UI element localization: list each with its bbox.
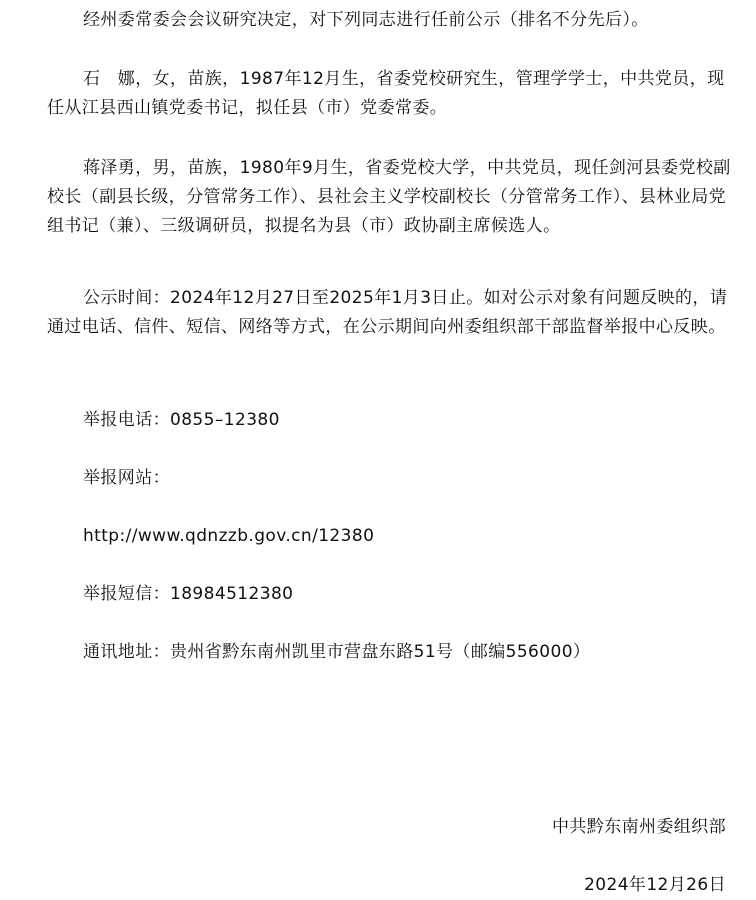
issuing-organization: 中共黔东南州委组织部 xyxy=(552,817,726,837)
report-website-label: 举报网站： xyxy=(83,468,170,488)
mailing-address: 通讯地址：贵州省黔东南州凯里市营盘东路51号（邮编556000） xyxy=(83,642,591,662)
candidate-1-paragraph: 石 娜，女，苗族，1987年12月生，省委党校研究生，管理学学士，中共党员，现任从江县西山镇党委书记，拟任县（市）党委常委。 xyxy=(47,69,725,118)
publicity-period-paragraph: 公示时间：2024年12月27日至2025年1月3日止。如对公示对象有问题反映的，请通过电话、信件、短信、网络等方式，在公示期间向州委组织部干部监督举报中心反映。 xyxy=(47,288,728,337)
candidate-2-paragraph: 蒋泽勇，男，苗族，1980年9月生，省委党校大学，中共党员，现任剑河县委党校副校长（副县长级，分管常务工作）、县社会主义学校副校长（分管常务工作）、县林业局党组书记（兼）、三级调研员，拟提名为县（市）政协副主席候选人。 xyxy=(47,158,731,236)
report-website-url[interactable]: http://www.qdnzzb.gov.cn/12380 xyxy=(83,526,375,546)
intro-paragraph: 经州委常委会会议研究决定，对下列同志进行任前公示（排名不分先后）。 xyxy=(83,10,649,30)
issue-date: 2024年12月26日 xyxy=(584,875,726,895)
report-sms: 举报短信：18984512380 xyxy=(83,584,294,604)
report-phone: 举报电话：0855–12380 xyxy=(83,410,280,430)
